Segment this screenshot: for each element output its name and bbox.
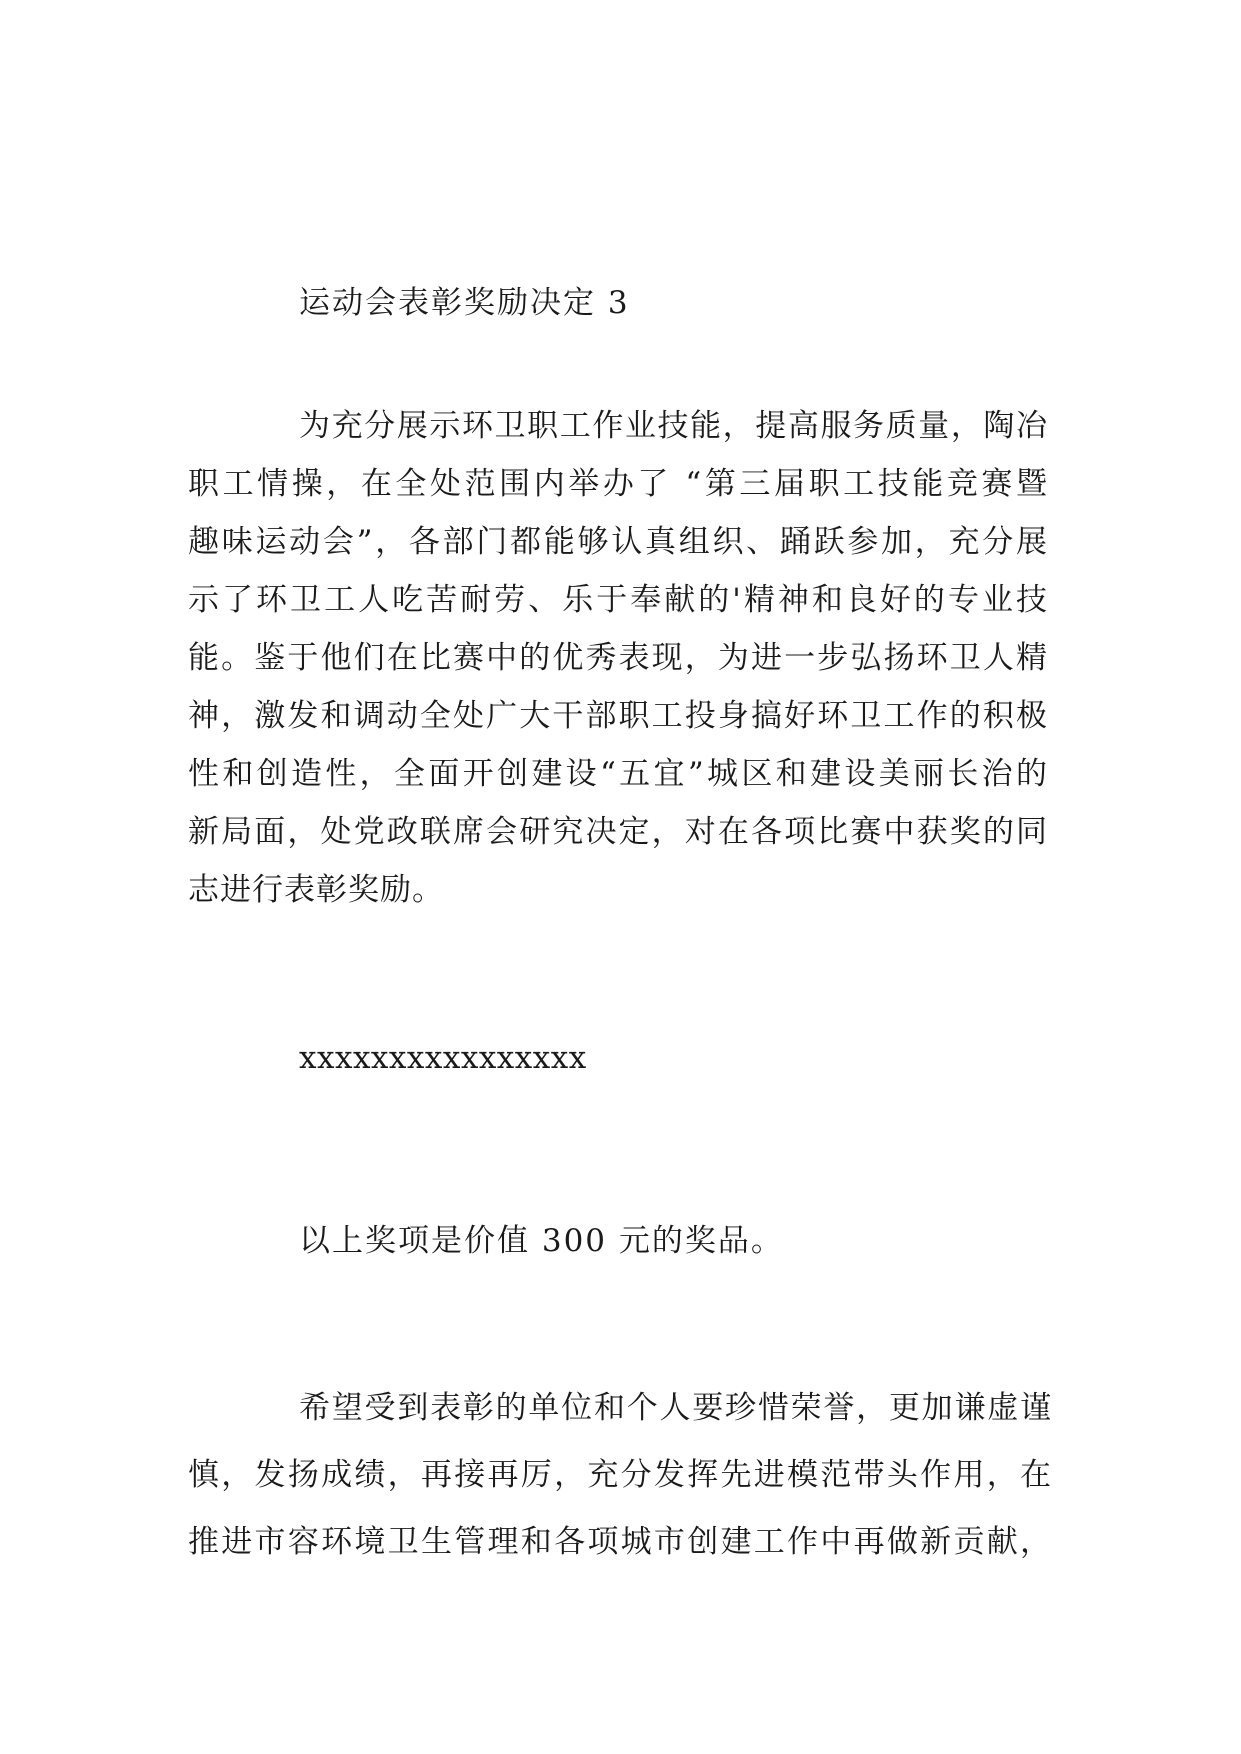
paragraph-line: 慎，发扬成绩，再接再厉，充分发挥先进模范带头作用，在 [188, 1457, 1052, 1493]
paragraph-line: 志进行表彰奖励。 [188, 872, 444, 908]
placeholder-text: xxxxxxxxxxxxxxxx [299, 1040, 587, 1076]
paragraph-line: 为充分展示环卫职工作业技能，提高服务质量，陶冶 [299, 408, 1048, 444]
document-title: 运动会表彰奖励决定 3 [299, 285, 630, 321]
paragraph-line: 神，激发和调动全处广大干部职工投身搞好环卫工作的积极 [188, 698, 1048, 734]
paragraph-line: 性和创造性，全面开创建设“五宜”城区和建设美丽长治的 [188, 756, 1048, 792]
paragraph-line: 新局面，处党政联席会研究决定，对在各项比赛中获奖的同 [188, 814, 1048, 850]
paragraph-intro [188, 397, 1048, 919]
paragraph-line: 希望受到表彰的单位和个人要珍惜荣誉，更加谦虚谨 [299, 1390, 1052, 1426]
paragraph-line: 趣味运动会”，各部门都能够认真组织、踊跃参加，充分展 [188, 524, 1048, 560]
paragraph-closing [188, 1375, 1052, 1576]
paragraph-line: 能。鉴于他们在比赛中的优秀表现，为进一步弘扬环卫人精 [188, 640, 1048, 676]
paragraph-line: 示了环卫工人吃苦耐劳、乐于奉献的'精神和良好的专业技 [188, 582, 1048, 618]
paragraph-line: 职工情操，在全处范围内举办了 “第三届职工技能竞赛暨 [188, 466, 1048, 502]
paragraph-line: 推进市容环境卫生管理和各项城市创建工作中再做新贡献， [188, 1524, 1052, 1560]
award-note: 以上奖项是价值 300 元的奖品。 [299, 1223, 784, 1259]
